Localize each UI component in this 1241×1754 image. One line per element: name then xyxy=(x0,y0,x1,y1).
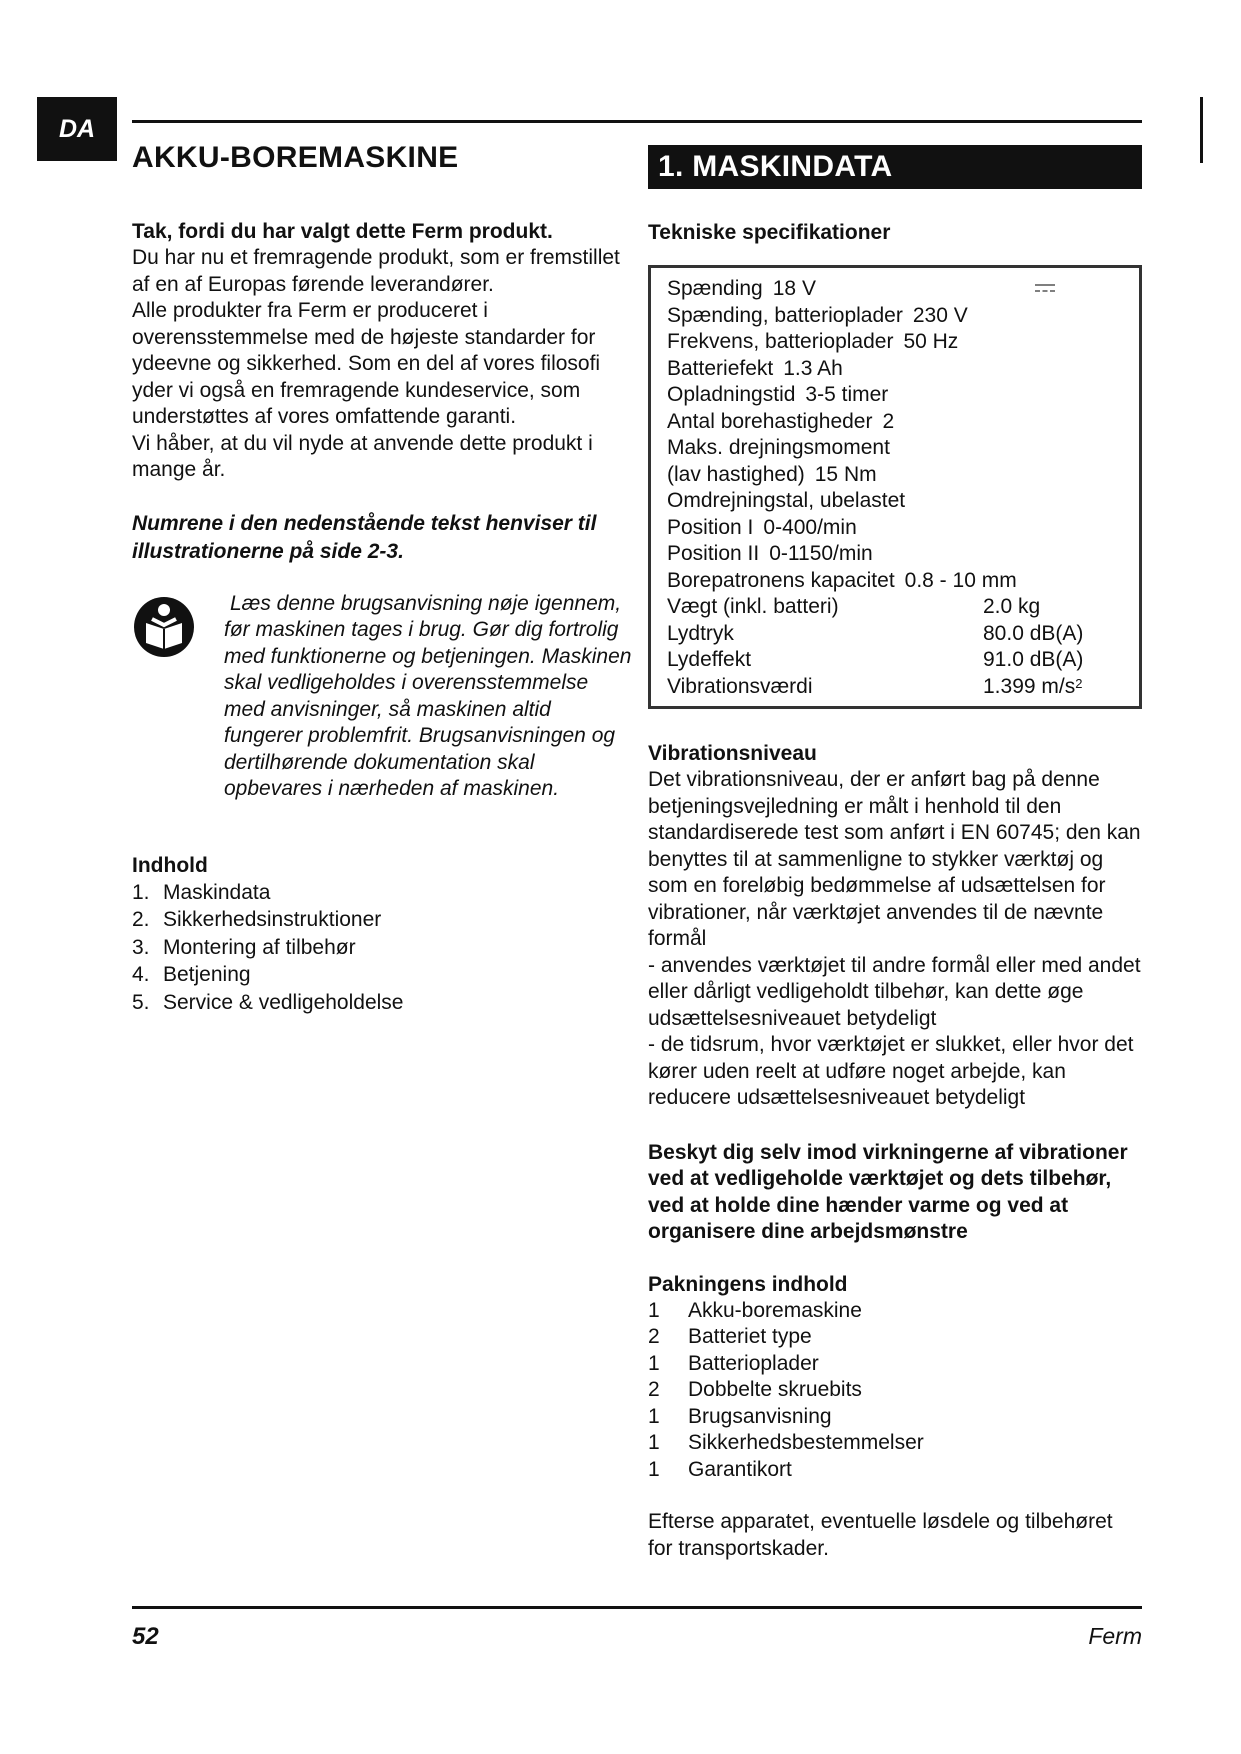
spec-row xyxy=(667,329,1123,356)
package-qty: 1 xyxy=(648,1457,660,1481)
spec-title: Tekniske specifikationer xyxy=(648,221,891,244)
toc-label: Sikkerhedsinstruktioner xyxy=(163,908,382,931)
spec-label: Antal borehastigheder xyxy=(667,409,873,433)
spec-label: Position I xyxy=(667,515,754,539)
spec-label: Vibrationsværdi xyxy=(667,674,813,698)
package-label: Dobbelte skruebits xyxy=(688,1378,862,1401)
toc-number: 5. xyxy=(132,990,150,1014)
read-manual-icon xyxy=(132,595,196,659)
page-number: 52 xyxy=(132,1623,159,1650)
intro-paragraph-2: Alle produkter fra Ferm er produceret i overensstemmelse med de højeste standarder for ydeevne og sikkerhed. Som en del af vores filosofi yder vi også en fremragende kundeservice, som understøttes af vores omfattende garanti. xyxy=(132,299,601,428)
bottom-divider xyxy=(132,1606,1142,1609)
spec-value: 230 V xyxy=(912,303,968,327)
toc-number: 1. xyxy=(132,880,150,904)
toc-number: 2. xyxy=(132,908,150,931)
spec-value: 15 Nm xyxy=(814,462,877,486)
vibration-paragraph-2: - anvendes værktøjet til andre formål eller med andet eller dårligt vedligeholdt tilbehør, kan dette øge udsættelsesniveauet betydeligt xyxy=(648,953,1141,1030)
spec-value: 0-400/min xyxy=(763,515,857,539)
spec-label: Maks. drejningsmoment xyxy=(667,436,890,459)
package-qty: 1 xyxy=(648,1431,660,1454)
package-contents-title: Pakningens indhold xyxy=(648,1272,848,1296)
top-divider xyxy=(132,120,1142,123)
page-title: AKKU-BOREMASKINE xyxy=(132,141,459,174)
spec-row xyxy=(667,515,1123,542)
intro-heading: Tak, fordi du har valgt dette Ferm produkt. xyxy=(132,220,553,243)
spec-value: 18 V xyxy=(772,277,816,300)
vibration-paragraph-1: Det vibrationsniveau, der er anført bag på denne betjeningsvejledning er målt i henhold til den standardiserede test som anført i EN 60745; den kan benyttes til at sammenligne to stykker værktøj og som en foreløbig bedømmelse af udsættelsen for vibrationer, når værktøjet anvendes til de nævnte formål xyxy=(648,768,1141,950)
toc-item xyxy=(132,879,632,907)
spec-value-exponent: 2 xyxy=(1075,675,1083,691)
toc-item xyxy=(132,989,632,1017)
spec-value: 2.0 kg xyxy=(983,595,1041,618)
vibration-title: Vibrationsniveau xyxy=(648,742,817,765)
spec-row xyxy=(667,541,1123,568)
package-label: Akku-boremaskine xyxy=(688,1298,862,1322)
package-qty: 2 xyxy=(648,1378,660,1401)
spec-table xyxy=(648,265,1142,709)
package-item xyxy=(648,1298,1142,1325)
spec-row xyxy=(667,568,1123,595)
spec-label: Opladningstid xyxy=(667,383,796,406)
spec-label: Borepatronens kapacitet xyxy=(667,568,895,592)
spec-value-text: 1.399 m/s xyxy=(983,674,1076,698)
toc-label: Betjening xyxy=(163,963,251,986)
package-qty: 1 xyxy=(648,1351,660,1375)
section-header: 1. MASKINDATA xyxy=(648,145,1142,189)
package-item xyxy=(648,1430,1142,1457)
toc-number: 3. xyxy=(132,935,150,959)
spec-row xyxy=(667,594,1123,621)
spec-value xyxy=(983,674,1082,701)
spec-value: 0-1150/min xyxy=(769,542,873,565)
spec-label: Batteriefekt xyxy=(667,356,774,380)
spec-value: 80.0 dB(A) xyxy=(983,621,1084,645)
manual-warning xyxy=(132,591,632,831)
spec-row xyxy=(667,488,1123,515)
spec-label: Position II xyxy=(667,542,760,565)
toc-item xyxy=(132,934,632,962)
toc-item xyxy=(132,906,632,934)
package-label: Sikkerhedsbestemmelser xyxy=(688,1431,924,1454)
toc-label: Montering af tilbehør xyxy=(163,935,356,959)
left-column xyxy=(132,140,632,1016)
package-label: Garantikort xyxy=(688,1457,792,1481)
toc-list xyxy=(132,879,632,1017)
spec-label: Lydeffekt xyxy=(667,648,752,671)
spec-value: 91.0 dB(A) xyxy=(983,648,1084,671)
vibration-protection-note: Beskyt dig selv imod virkningerne af vibrationer ved at vedligeholde værktøjet og dets tilbehør, ved at holde dine hænder varme og ved at organisere dine arbejdsmønstre xyxy=(648,1140,1128,1243)
spec-row xyxy=(667,356,1123,383)
intro-paragraph-1: Du har nu et fremragende produkt, som er fremstillet af en af Europas førende leverandører. xyxy=(132,246,620,296)
package-label: Batteriet type xyxy=(688,1325,812,1348)
spec-row xyxy=(667,462,1123,489)
package-item xyxy=(648,1351,1142,1378)
spec-label: Omdrejningstal, ubelastet xyxy=(667,489,906,512)
spec-value: 3-5 timer xyxy=(805,383,889,406)
spec-row xyxy=(667,647,1123,674)
package-item xyxy=(648,1377,1142,1404)
toc-title: Indhold xyxy=(132,853,208,877)
side-marker xyxy=(1200,97,1203,163)
spec-label: Lydtryk xyxy=(667,621,734,645)
package-qty: 2 xyxy=(648,1325,660,1348)
package-label: Brugsanvisning xyxy=(688,1404,832,1428)
spec-value: 2 xyxy=(882,409,895,433)
toc-item xyxy=(132,961,632,989)
spec-row xyxy=(667,382,1123,409)
spec-label: Frekvens, batterioplader xyxy=(667,330,894,353)
spec-label: Spænding xyxy=(667,277,763,300)
right-column xyxy=(648,145,1142,1562)
spec-row xyxy=(667,435,1123,462)
intro-paragraph-3: Vi håber, at du vil nyde at anvende dette produkt i mange år. xyxy=(132,431,593,481)
spec-row xyxy=(667,674,1123,701)
package-label: Batterioplader xyxy=(688,1351,819,1375)
manual-warning-text: Læs denne brugsanvisning nøje igennem, før maskinen tages i brug. Gør dig fortrolig med funktionerne og betjeningen. Maskinen skal vedligeholdes i overensstemmelse med anvisninger, så maskinen altid fungerer problemfrit. Brugsanvisningen og dertilhørende dokumentation skal opbevares i nærheden af maskinen. xyxy=(224,591,632,800)
spec-value: 1.3 Ah xyxy=(783,356,843,380)
package-item xyxy=(648,1457,1142,1484)
package-item xyxy=(648,1404,1142,1431)
package-qty: 1 xyxy=(648,1404,660,1428)
spec-row xyxy=(667,409,1123,436)
spec-label: Spænding, batterioplader xyxy=(667,303,903,327)
toc-label: Service & vedligeholdelse xyxy=(163,990,404,1014)
package-qty: 1 xyxy=(648,1298,660,1322)
vibration-paragraph-3: - de tidsrum, hvor værktøjet er slukket, eller hvor det kører uden reelt at udføre noget arbejde, kan reducere udsættelsesniveauet betydeligt xyxy=(648,1033,1134,1109)
package-item xyxy=(648,1324,1142,1351)
illustration-note: Numrene i den nedenstående tekst henviser til illustrationerne på side 2-3. xyxy=(132,511,597,563)
spec-label: Vægt (inkl. batteri) xyxy=(667,595,839,618)
spec-label: (lav hastighed) xyxy=(667,462,805,486)
toc-label: Maskindata xyxy=(163,880,271,904)
spec-value: 0.8 - 10 mm xyxy=(904,568,1017,592)
transport-check-note: Efterse apparatet, eventuelle løsdele og tilbehøret for transportskader. xyxy=(648,1510,1113,1560)
package-contents-list xyxy=(648,1298,1142,1484)
language-badge: DA xyxy=(37,97,117,161)
footer-brand: Ferm xyxy=(1088,1623,1142,1649)
toc-number: 4. xyxy=(132,963,150,986)
spec-row xyxy=(667,303,1123,330)
spec-value: 50 Hz xyxy=(903,330,959,353)
spec-row xyxy=(667,621,1123,648)
dc-current-icon xyxy=(1035,282,1055,294)
